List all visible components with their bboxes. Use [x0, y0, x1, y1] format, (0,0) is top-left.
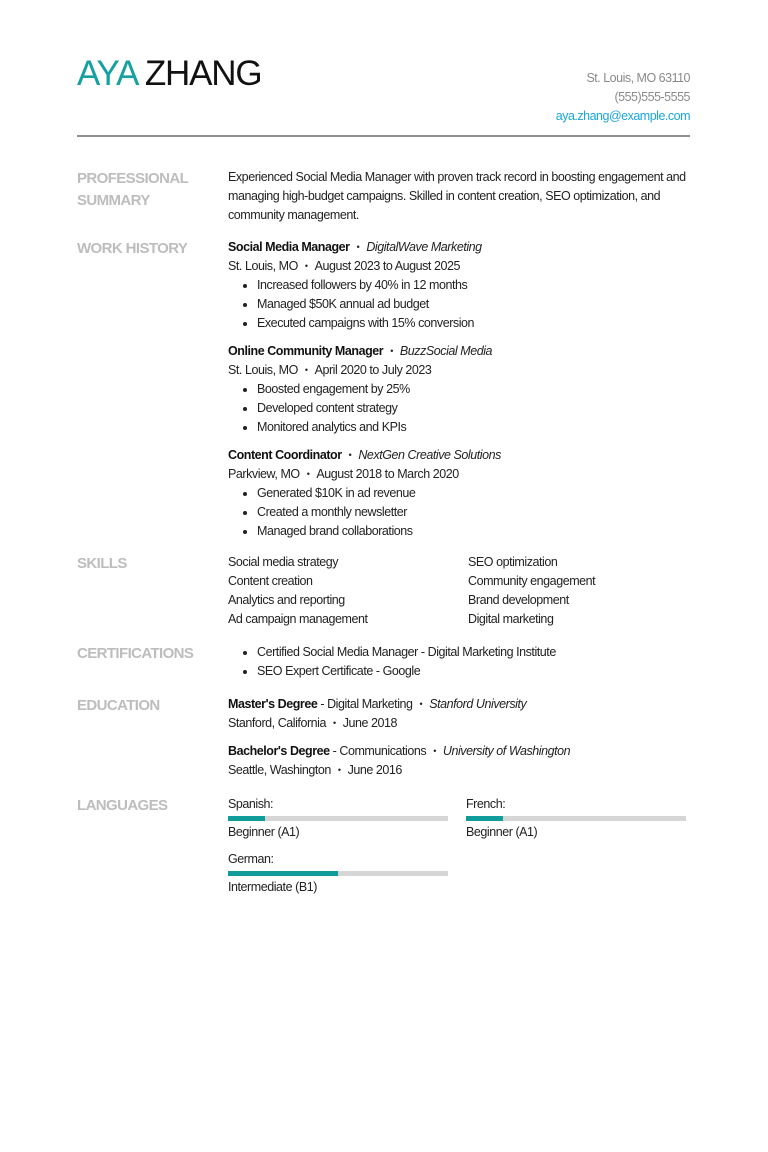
job-meta [228, 361, 690, 380]
language-item [228, 850, 448, 897]
school-name: Stanford University [429, 697, 527, 711]
bullet-item: Managed brand collaborations [257, 522, 690, 541]
job-meta [228, 257, 690, 276]
first-name: AYA [77, 54, 137, 93]
skill-item: Digital marketing [468, 612, 554, 626]
bullet-item: Generated $10K in ad revenue [257, 484, 690, 503]
education-meta [228, 761, 690, 780]
bullet-item: Created a monthly newsletter [257, 503, 690, 522]
job-title: Content Coordinator [228, 448, 342, 462]
job-heading [228, 446, 690, 465]
skill-item: Content creation [228, 574, 313, 588]
section-label-work-history: WORK HISTORY [77, 240, 188, 257]
job-entry [228, 342, 690, 437]
skill-item: Ad campaign management [228, 612, 368, 626]
address: St. Louis, MO 63110 [586, 71, 690, 85]
job-dates: August 2018 to March 2020 [316, 467, 459, 481]
contact-info [556, 69, 690, 126]
bullet-item: Managed $50K annual ad budget [257, 295, 690, 314]
language-item [228, 795, 448, 842]
language-level-bar [466, 816, 686, 821]
language-name: French: [466, 797, 506, 811]
separator-dot: • [390, 346, 393, 356]
company-name: NextGen Creative Solutions [358, 448, 501, 462]
job-dates: April 2020 to July 2023 [314, 363, 432, 377]
bullet-item: Executed campaigns with 15% conversion [257, 314, 690, 333]
job-bullets [228, 484, 690, 541]
bullet-item: Developed content strategy [257, 399, 690, 418]
graduation-date: June 2016 [347, 763, 402, 777]
languages-grid [228, 795, 690, 905]
certification-list [228, 643, 690, 681]
certifications-body [228, 643, 690, 681]
label-line: PROFESSIONAL [77, 170, 189, 187]
job-entry [228, 446, 690, 541]
separator-dot: • [433, 746, 436, 756]
language-name: Spanish: [228, 797, 274, 811]
education-heading [228, 695, 690, 714]
candidate-name [77, 54, 261, 94]
degree: Master's Degree [228, 697, 318, 711]
job-bullets [228, 276, 690, 333]
language-level-fill [228, 816, 265, 821]
job-title: Social Media Manager [228, 240, 350, 254]
school-location: Stanford, California [228, 716, 327, 730]
header-divider [77, 135, 690, 137]
education-heading [228, 742, 690, 761]
education-entry [228, 695, 690, 733]
certification-item: SEO Expert Certificate - Google [257, 662, 690, 681]
education-list [228, 695, 690, 789]
last-name: ZHANG [144, 54, 262, 93]
bullet-item: Boosted engagement by 25% [257, 380, 690, 399]
language-level-fill [228, 871, 338, 876]
section-label-certifications: CERTIFICATIONS [77, 645, 194, 662]
language-item [466, 795, 686, 842]
job-title: Online Community Manager [228, 344, 384, 358]
resume-header [77, 0, 690, 137]
school-location: Seattle, Washington [228, 763, 331, 777]
graduation-date: June 2018 [342, 716, 398, 730]
separator-dot: • [306, 469, 310, 479]
job-location: St. Louis, MO [228, 259, 298, 273]
separator-dot: • [304, 365, 308, 375]
section-label-summary [77, 168, 217, 212]
school-name: University of Washington [442, 744, 571, 758]
separator-dot: • [337, 765, 341, 775]
language-level-bar [228, 816, 448, 821]
job-heading [228, 238, 690, 257]
job-location: St. Louis, MO [228, 363, 298, 377]
section-languages [77, 795, 690, 905]
job-bullets [228, 380, 690, 437]
separator-dot: • [356, 242, 360, 252]
section-label-languages: LANGUAGES [77, 797, 168, 814]
language-level-fill [466, 816, 503, 821]
separator-dot: • [333, 718, 336, 728]
separator-dot: • [304, 261, 308, 271]
skill-item: Social media strategy [228, 555, 339, 569]
language-name: German: [228, 852, 274, 866]
section-label-skills: SKILLS [77, 555, 127, 572]
company-name: BuzzSocial Media [399, 344, 493, 358]
language-level: Intermediate (B1) [228, 880, 317, 894]
section-label-education: EDUCATION [77, 697, 160, 714]
skill-item: SEO optimization [468, 555, 558, 569]
skills-grid [228, 553, 690, 629]
job-dates: August 2023 to August 2025 [314, 259, 460, 273]
language-level-bar [228, 871, 448, 876]
education-meta [228, 714, 690, 733]
summary-text: Experienced Social Media Manager with proven track record in boosting engagement and managing high-budget campaigns. Skilled in content creation, SEO optimization, and community management. [228, 170, 686, 222]
job-meta [228, 465, 690, 484]
job-entry [228, 238, 690, 333]
phone: (555)555-5555 [614, 90, 690, 104]
field-of-study: - Digital Marketing [317, 697, 413, 711]
work-history-list [228, 238, 690, 550]
skill-item: Community engagement [468, 574, 596, 588]
job-location: Parkview, MO [228, 467, 300, 481]
job-heading [228, 342, 690, 361]
resume-page [77, 0, 690, 894]
language-level: Beginner (A1) [466, 825, 538, 839]
bullet-item: Increased followers by 40% in 12 months [257, 276, 690, 295]
certification-item: Certified Social Media Manager - Digital Marketing Institute [257, 643, 690, 662]
company-name: DigitalWave Marketing [366, 240, 482, 254]
skill-item: Brand development [468, 593, 569, 607]
separator-dot: • [348, 450, 352, 460]
field-of-study: - Communications [329, 744, 427, 758]
education-entry [228, 742, 690, 780]
email-link[interactable]: aya.zhang@example.com [555, 109, 690, 123]
degree: Bachelor's Degree [228, 744, 330, 758]
label-line: SUMMARY [77, 192, 150, 209]
language-level: Beginner (A1) [228, 825, 300, 839]
skill-item: Analytics and reporting [228, 593, 345, 607]
bullet-item: Monitored analytics and KPIs [257, 418, 690, 437]
separator-dot: • [419, 699, 423, 709]
